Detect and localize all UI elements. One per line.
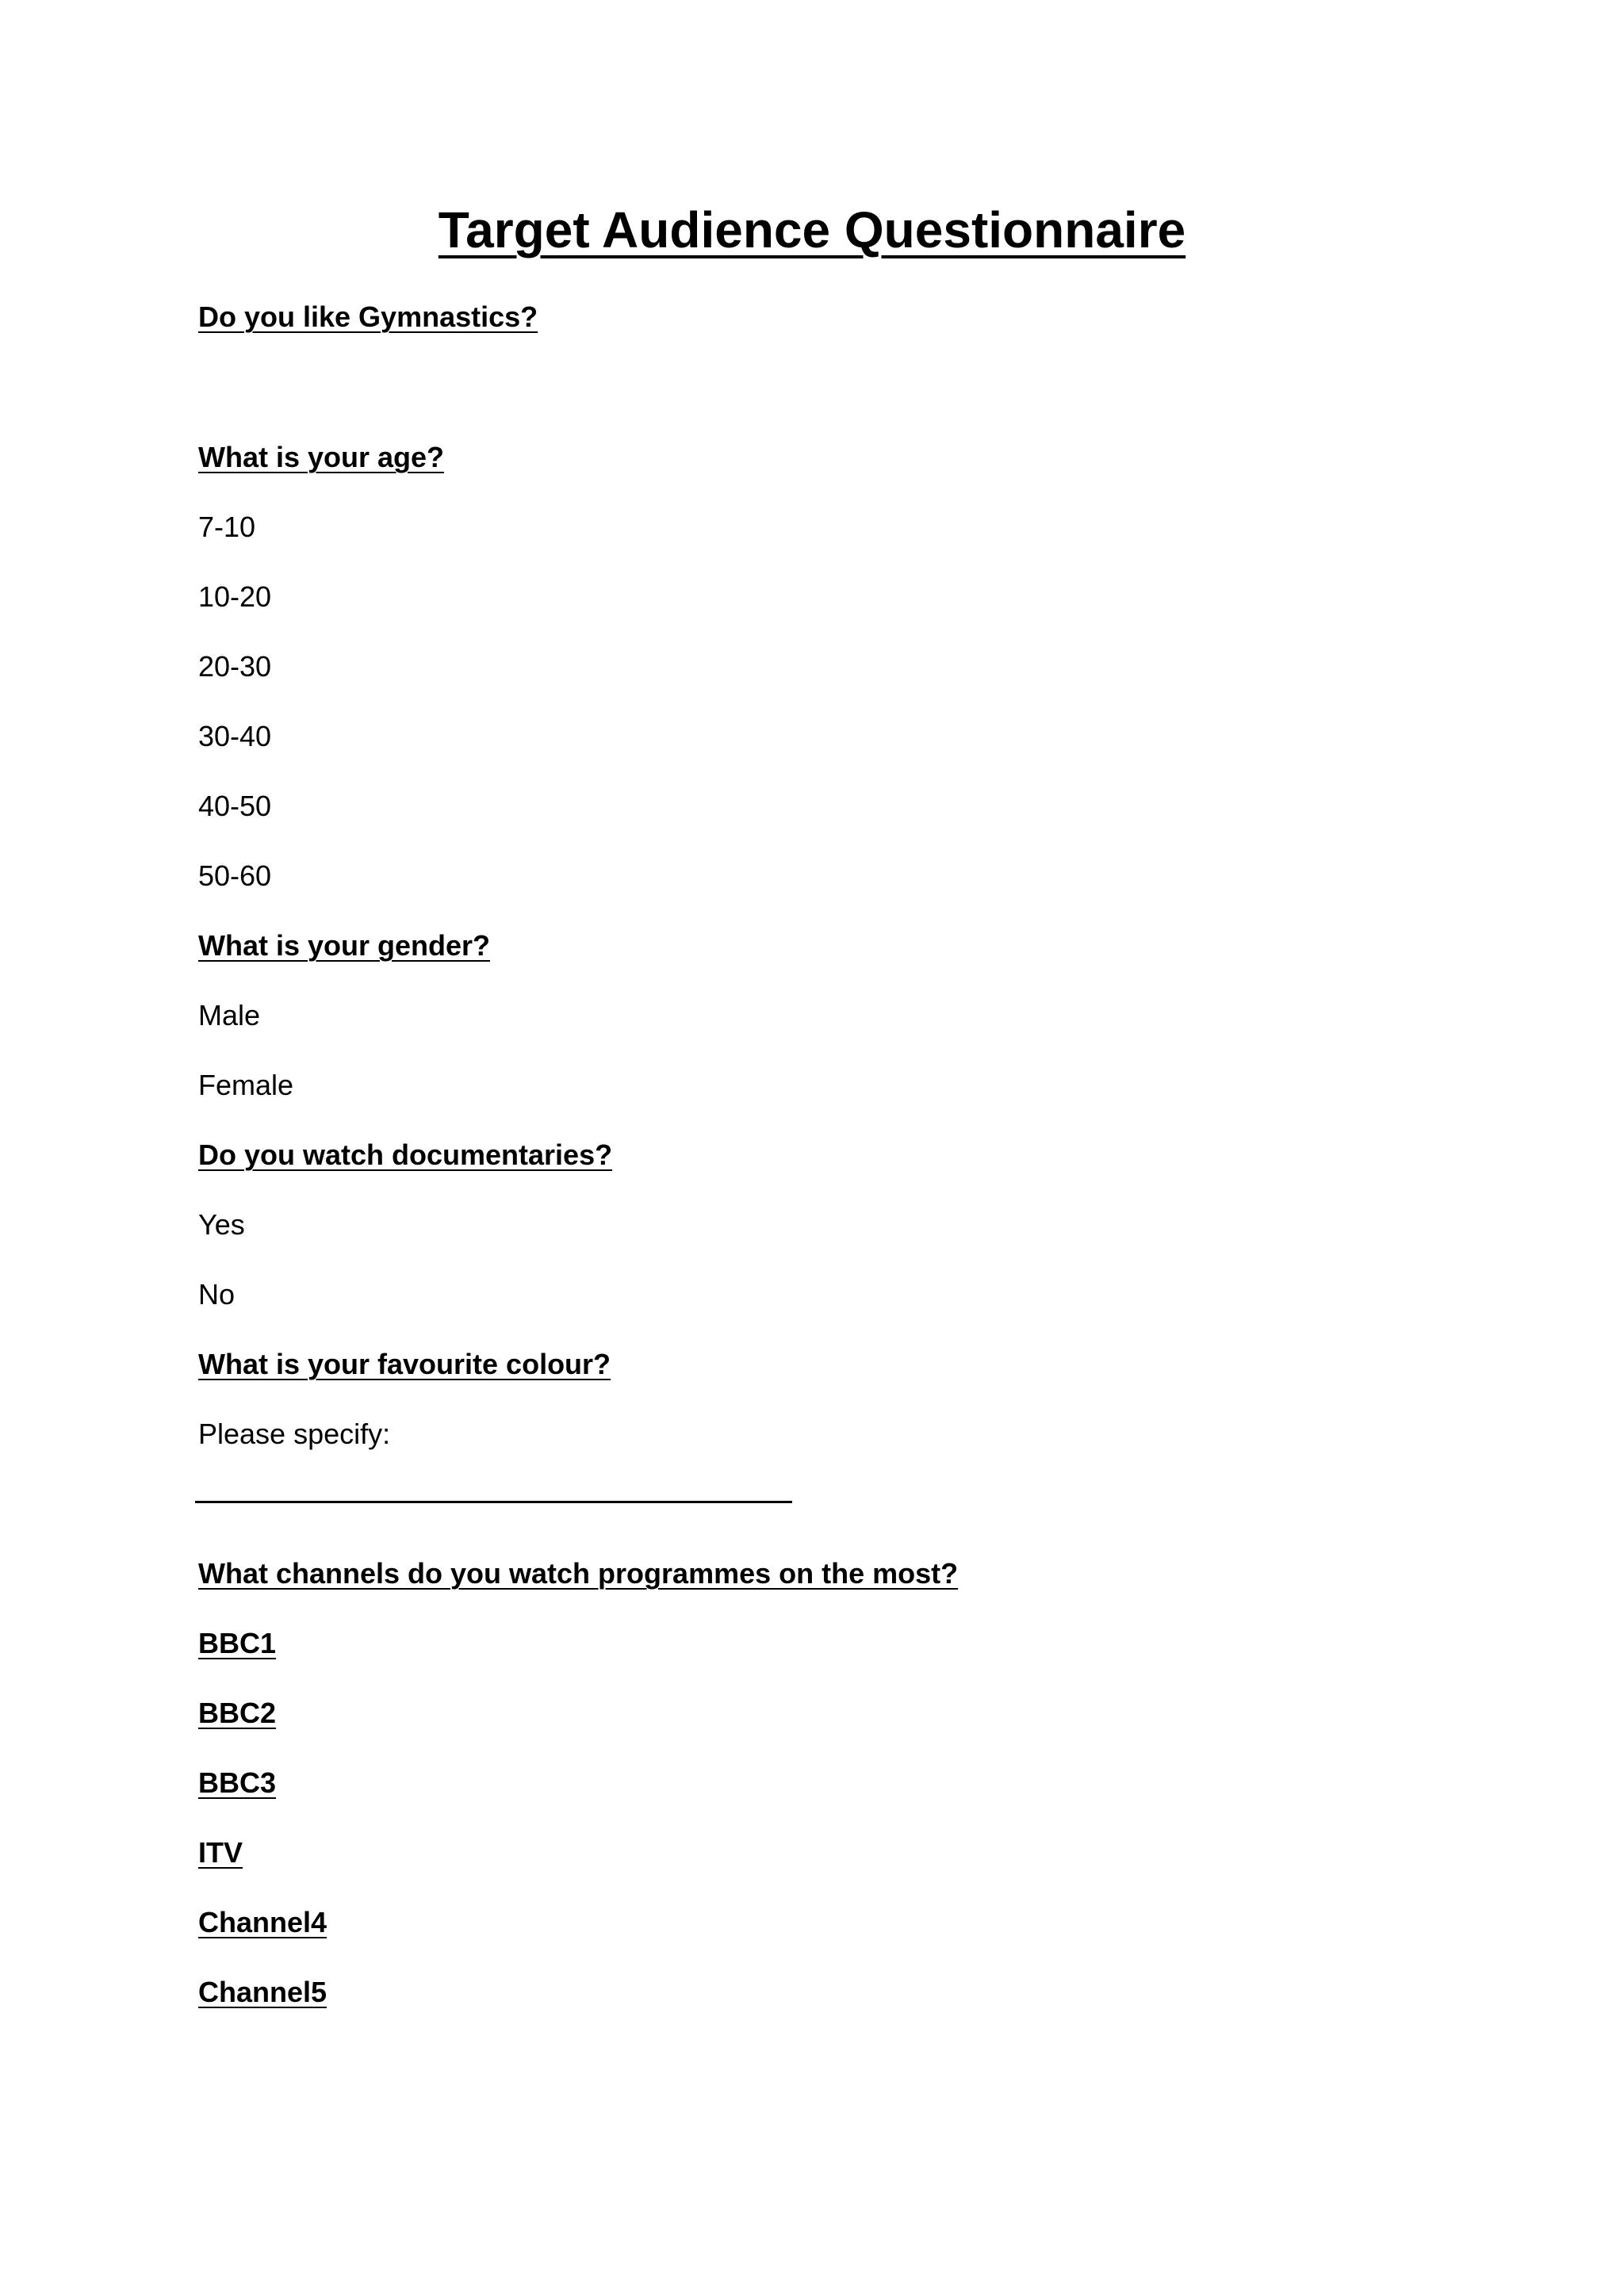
question-age: What is your age? <box>198 441 445 473</box>
channel-option-channel4: Channel4 <box>198 1906 327 1938</box>
question-documentaries: Do you watch documentaries? <box>198 1138 613 1171</box>
channel-option-bbc2: BBC2 <box>198 1697 277 1729</box>
gender-option-female: Female <box>198 1069 294 1101</box>
age-option-30-40: 30-40 <box>198 720 272 752</box>
age-option-20-30: 20-30 <box>198 650 272 683</box>
colour-prompt: Please specify: <box>198 1418 391 1450</box>
channel-option-bbc3: BBC3 <box>198 1766 277 1799</box>
documentaries-option-yes: Yes <box>198 1208 245 1241</box>
age-option-50-60: 50-60 <box>198 859 272 892</box>
age-option-7-10: 7-10 <box>198 511 256 543</box>
question-gymnastics: Do you like Gymnastics? <box>198 300 538 333</box>
gender-option-male: Male <box>198 999 261 1031</box>
colour-answer-line <box>195 1501 792 1503</box>
documentaries-option-no: No <box>198 1278 236 1311</box>
question-colour: What is your favourite colour? <box>198 1348 611 1380</box>
age-option-40-50: 40-50 <box>198 790 272 822</box>
channel-option-channel5: Channel5 <box>198 1976 327 2008</box>
channel-option-bbc1: BBC1 <box>198 1627 277 1659</box>
age-option-10-20: 10-20 <box>198 580 272 613</box>
channel-option-itv: ITV <box>198 1836 243 1869</box>
question-channels: What channels do you watch programmes on the most? <box>198 1557 959 1590</box>
page-title: Target Audience Questionnaire <box>438 201 1186 258</box>
question-gender: What is your gender? <box>198 929 491 962</box>
